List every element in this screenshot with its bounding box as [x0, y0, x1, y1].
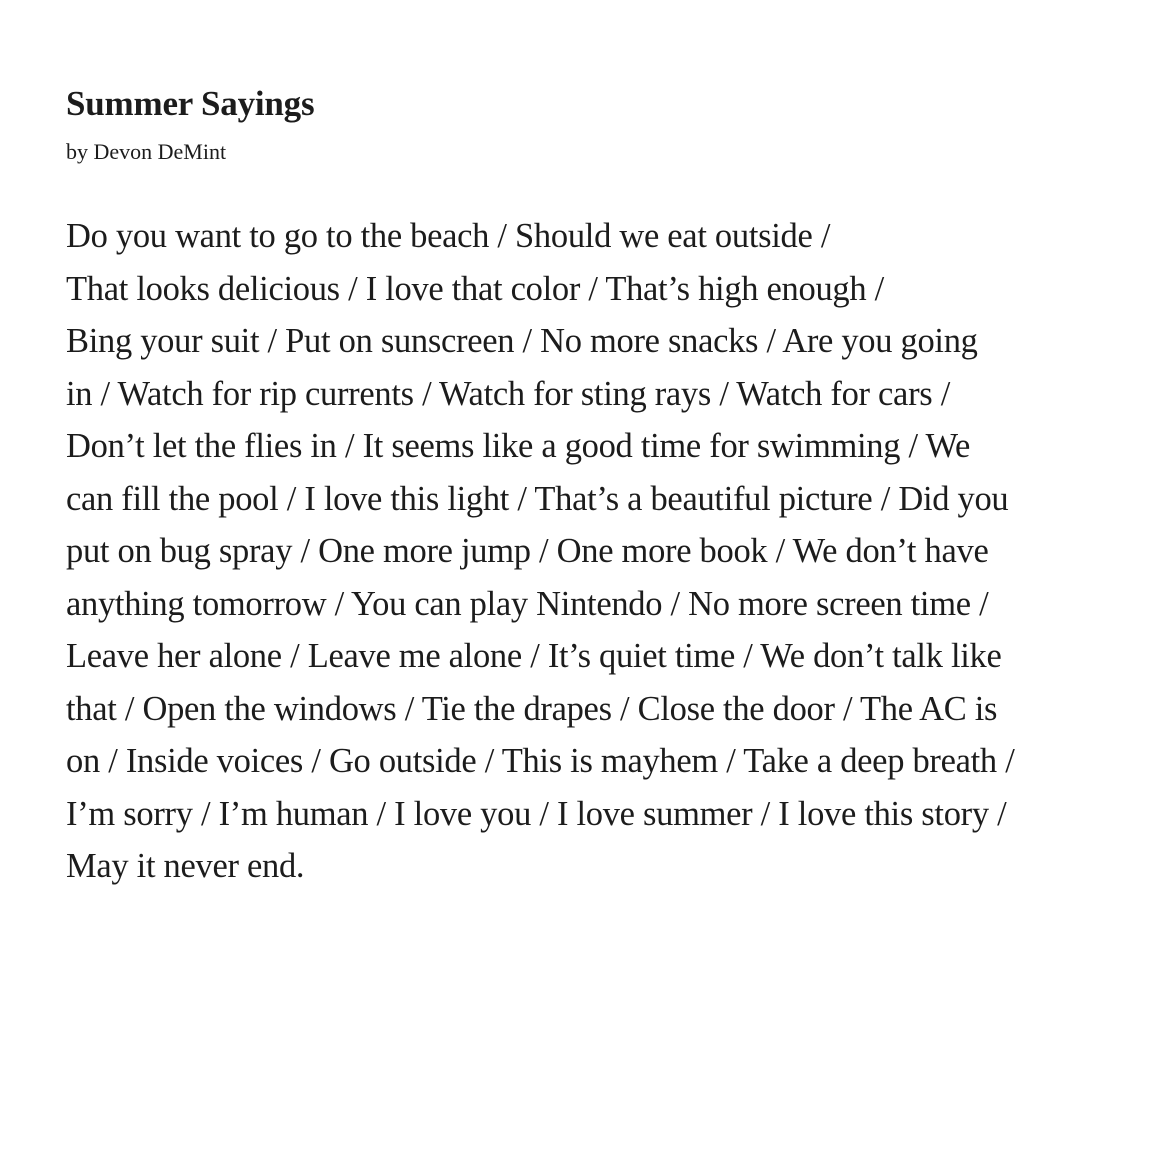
poem-line: Leave her alone / Leave me alone / It’s quiet time / We don’t talk like [66, 637, 1002, 675]
poem-title: Summer Sayings [66, 84, 315, 123]
poem-line: That looks delicious / I love that color / That’s high enough / [66, 269, 884, 308]
poem-line: in / Watch for rip currents / Watch for sting rays / Watch for cars / [66, 374, 950, 413]
poem-line: that / Open the windows / Tie the drapes / Close the door / The AC is [66, 689, 998, 728]
poem-line: put on bug spray / One more jump / One more book / We don’t have [66, 532, 989, 570]
poem-line: I’m sorry / I’m human / I love you / I love summer / I love this story / [66, 794, 1007, 833]
poem-line: Bing your suit / Put on sunscreen / No more snacks / Are you going [66, 322, 978, 360]
poem-line: Don’t let the flies in / It seems like a good time for swimming / We [66, 427, 971, 465]
poem-line: can fill the pool / I love this light / That’s a beautiful picture / Did you [66, 479, 1009, 518]
poem-line: anything tomorrow / You can play Nintendo / No more screen time / [66, 584, 989, 623]
poem-byline: by Devon DeMint [66, 139, 227, 164]
poem-body [66, 210, 1014, 893]
poem-line: May it never end. [66, 847, 305, 885]
poem-line: Do you want to go to the beach / Should we eat outside / [66, 217, 831, 255]
poem-line: on / Inside voices / Go outside / This is mayhem / Take a deep breath / [66, 742, 1015, 780]
